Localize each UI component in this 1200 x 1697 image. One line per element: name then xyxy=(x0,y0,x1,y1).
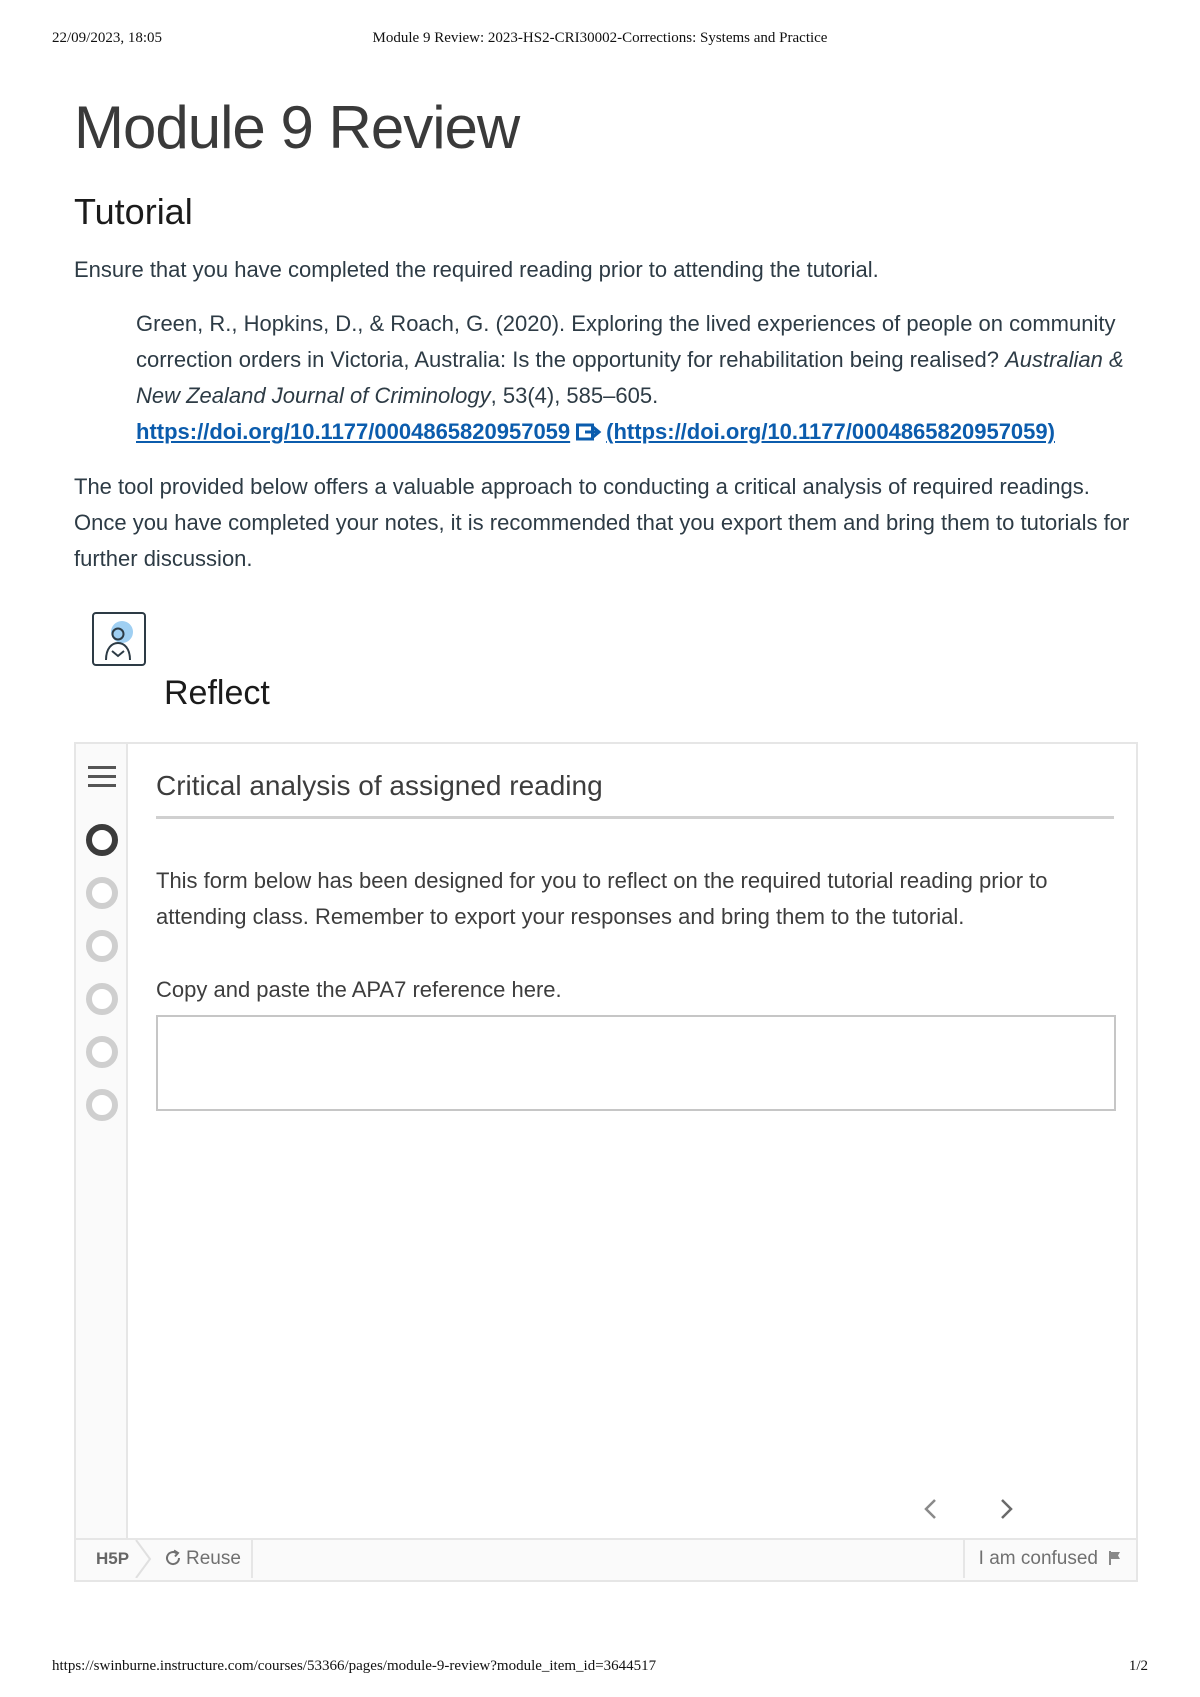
intro-paragraph: Ensure that you have completed the required reading prior to attending the tutorial. xyxy=(74,257,879,282)
h5p-logo[interactable]: H5P xyxy=(96,1549,130,1568)
form-description: This form below has been designed for you to reflect on the required tutorial reading prior to attending class. Remember to export your responses and bring them to the tutorial. xyxy=(156,868,1048,929)
h5p-form-page xyxy=(156,744,1114,1540)
reference-journal: Australian & New Zealand Journal of Criminology xyxy=(136,347,1124,408)
h5p-documentation-tool xyxy=(74,742,1138,1582)
h5p-logo-divider-icon xyxy=(134,1540,154,1578)
confused-label: I am confused xyxy=(978,1548,1098,1569)
step-dot-4[interactable] xyxy=(86,983,118,1015)
reading-reference xyxy=(136,306,1136,453)
print-footer xyxy=(52,1658,1148,1680)
step-dot-6[interactable] xyxy=(86,1089,118,1121)
doi-link-expanded[interactable]: (https://doi.org/10.1177/0004865820957059) xyxy=(606,419,1055,444)
page-content xyxy=(74,90,1134,1569)
print-datetime: 22/09/2023, 18:05 xyxy=(52,30,163,46)
step-dot-1[interactable] xyxy=(86,824,118,856)
print-doc-title: Module 9 Review: 2023-HS2-CRI30002-Corrections: Systems and Practice xyxy=(372,30,828,46)
apa-reference-input[interactable] xyxy=(156,1015,1116,1111)
apa-reference-label: Copy and paste the APA7 reference here. xyxy=(156,977,562,1002)
tool-description: The tool provided below offers a valuable approach to conducting a critical analysis of required readings. Once you have completed your notes, it is recommended that you export them and bring them to tutorials for further discussion. xyxy=(74,474,1130,571)
h5p-footer-bar xyxy=(76,1538,1136,1580)
reflect-person-icon xyxy=(92,612,146,666)
reference-volume-pages: , 53(4), 585–605. xyxy=(490,383,659,408)
flag-icon xyxy=(1108,1550,1122,1566)
step-dot-3[interactable] xyxy=(86,930,118,962)
h5p-step-sidebar xyxy=(76,744,128,1540)
i-am-confused-button[interactable] xyxy=(963,1540,1136,1578)
chevron-right-icon xyxy=(991,1494,1021,1524)
page-title: Module 9 Review xyxy=(74,94,520,161)
form-title: Critical analysis of assigned reading xyxy=(156,768,1114,819)
next-page-button[interactable] xyxy=(991,1494,1021,1524)
print-page-number: 1/2 xyxy=(1128,1658,1148,1674)
print-header xyxy=(52,30,1148,52)
section-heading-tutorial: Tutorial xyxy=(74,191,193,232)
chevron-left-icon xyxy=(916,1494,946,1524)
reference-authors-title: Green, R., Hopkins, D., & Roach, G. (2020). Exploring the lived experiences of people on community correction orders in Victoria, Australia: Is the opportunity for rehabilitation being realised? xyxy=(136,311,1116,372)
refresh-icon xyxy=(164,1549,182,1567)
previous-page-button[interactable] xyxy=(916,1494,946,1524)
print-page-url: https://swinburne.instructure.com/courses/53366/pages/module-9-review?module_item_id=3644517 xyxy=(52,1658,657,1674)
reuse-button[interactable] xyxy=(160,1540,253,1578)
reflect-label: Reflect xyxy=(164,674,270,712)
reuse-label: Reuse xyxy=(186,1548,241,1569)
hamburger-menu-icon[interactable] xyxy=(88,766,116,790)
external-link-icon xyxy=(576,417,602,453)
step-dot-2[interactable] xyxy=(86,877,118,909)
doi-link[interactable]: https://doi.org/10.1177/0004865820957059 xyxy=(136,419,571,444)
step-dot-5[interactable] xyxy=(86,1036,118,1068)
